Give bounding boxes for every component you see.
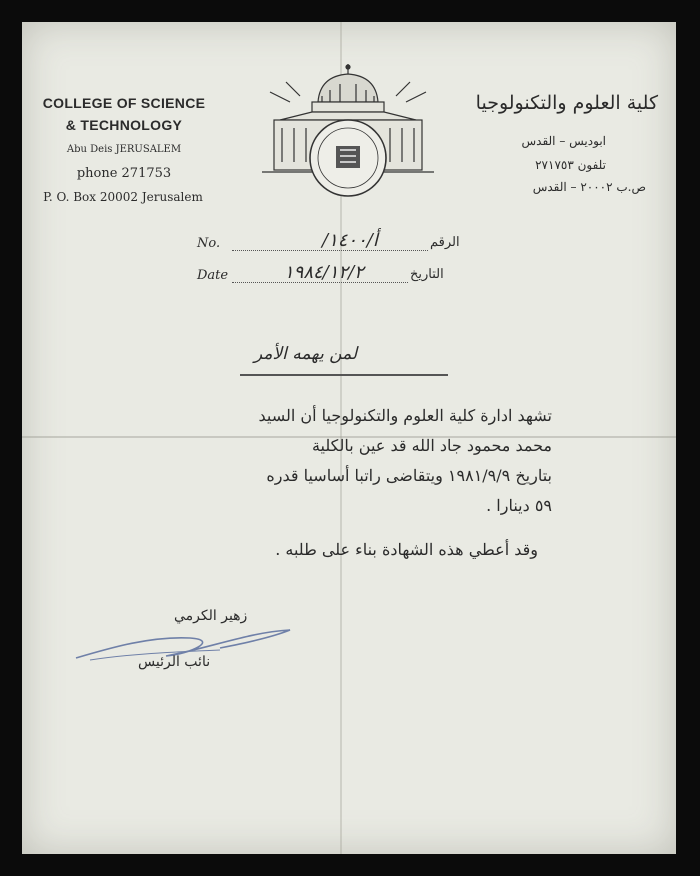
signatory-name: زهير الكرمي bbox=[174, 608, 248, 624]
college-pobox-en: P. O. Box 20002 Jerusalem bbox=[43, 190, 203, 204]
college-name-line2: & TECHNOLOGY bbox=[65, 117, 183, 133]
number-value: أ/١٤٠٠/ bbox=[322, 230, 378, 251]
number-label-en: No. bbox=[197, 236, 221, 251]
letter-line-2: محمد محمود جاد الله قد عين بالكلية bbox=[311, 436, 552, 455]
college-location-en: Abu Deis JERUSALEM bbox=[66, 144, 182, 155]
signatory-title: نائب الرئيس bbox=[138, 654, 211, 670]
college-location-ar: ابوديس – القدس bbox=[521, 134, 606, 148]
college-name-ar: كلية العلوم والتكنولوجيا bbox=[475, 92, 658, 114]
number-label-ar: الرقم bbox=[430, 235, 460, 250]
college-name-line1: COLLEGE OF SCIENCE bbox=[42, 95, 206, 111]
college-phone-en: phone 271753 bbox=[76, 166, 172, 181]
college-pobox-ar: ص.ب ٢٠٠٠٢ – القدس bbox=[532, 180, 646, 194]
salutation-underline bbox=[240, 374, 448, 376]
certificate-paper bbox=[22, 22, 676, 854]
date-label-en: Date bbox=[197, 268, 229, 283]
dome-emblem-icon bbox=[260, 62, 436, 202]
college-phone-ar: تلفون ٢٧١٧٥٣ bbox=[535, 158, 606, 172]
college-name-en bbox=[38, 92, 210, 136]
letter-line-4: ٥٩ دينارا . bbox=[486, 496, 552, 515]
salutation: لمن يهمه الأمر bbox=[254, 344, 358, 364]
date-value: ١٩٨٤/١٢/٢ bbox=[284, 262, 364, 283]
letter-line-3: بتاريخ ١٩٨١/٩/٩ ويتقاضى راتبا أساسيا قدره bbox=[266, 466, 552, 485]
date-label-ar: التاريخ bbox=[410, 267, 444, 282]
letter-line-5: وقد أعطي هذه الشهادة بناء على طلبه . bbox=[275, 540, 538, 559]
letter-line-1: تشهد ادارة كلية العلوم والتكنولوجيا أن السيد bbox=[258, 406, 552, 425]
